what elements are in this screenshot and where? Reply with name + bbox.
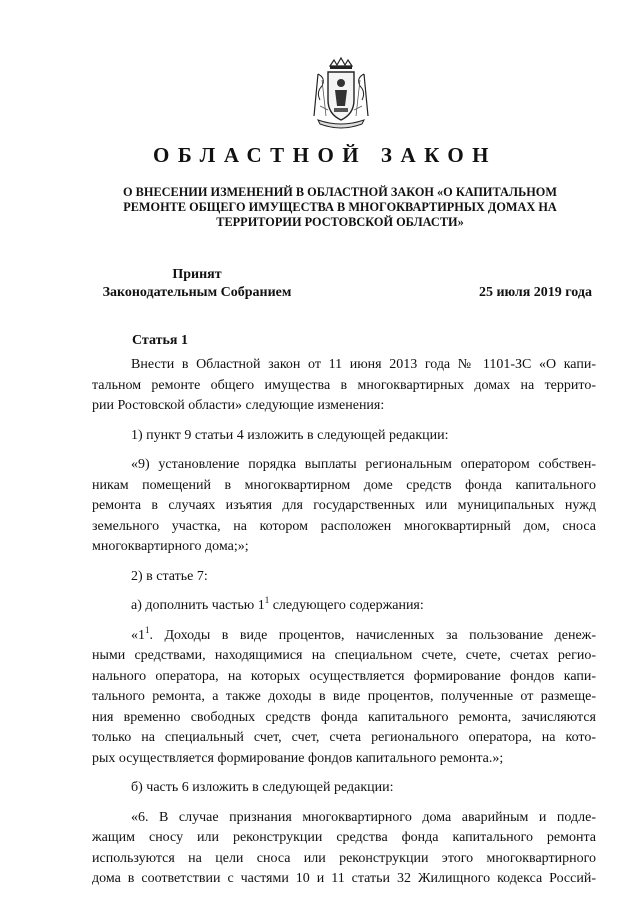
text-line: ния временно свободных средств фонда капитального ремонта, зачисляются <box>92 709 596 725</box>
paragraph-item-1 <box>92 426 596 447</box>
text-segment: следующего содержания: <box>269 598 424 613</box>
law-subtitle <box>90 185 590 230</box>
text-segment: . Доходы в виде процентов, начисленных за пользование денеж- <box>149 627 596 643</box>
law-title: ОБЛАСТНОЙ ЗАКОН <box>152 143 497 167</box>
paragraph-quote-6 <box>92 808 596 890</box>
text-line <box>92 596 596 617</box>
text-line: жащим сносу или реконструкции средства фонда капитального ремонта <box>92 830 596 845</box>
article-body <box>92 355 596 899</box>
text-line: 2) в статье 7: <box>131 568 208 584</box>
adoption-date: 25 июля 2019 года <box>478 285 592 300</box>
text-line: «6. В случае признания многоквартирного дома аварийным и подле- <box>131 809 596 825</box>
paragraph-item-b <box>92 778 596 799</box>
text-line: рии Ростовской области» следующие изменения: <box>92 398 385 413</box>
text-segment: «1 <box>131 627 145 643</box>
text-line: многоквартирного дома;»; <box>92 539 249 554</box>
text-line: нального оператора, на которых осуществляется формирование фондов капи- <box>92 668 596 684</box>
text-line: рых осуществляется формирование фондов капитального ремонта.»; <box>92 750 504 766</box>
text-line: земельного участка, на котором расположен многоквартирный дом, сноса <box>92 518 596 534</box>
paragraph-item-a <box>92 596 596 617</box>
text-line: тальном ремонте общего имущества в многоквартирных домах на террито- <box>92 377 596 393</box>
adopted-by-block <box>92 266 302 302</box>
text-line: тального ремонта, а также доходы в виде процентов, полученные от размеще- <box>92 689 596 704</box>
text-line: используются на цели сноса или реконструкции этого многоквартирного <box>92 850 596 866</box>
superscript: 1 <box>264 595 270 605</box>
text-line: «9) установление порядка выплаты региональным оператором собствен- <box>131 457 596 472</box>
text-line: никам помещений в многоквартирном доме средств фонда капитального <box>92 477 596 493</box>
text-line: только на специальный счет, счет, счета регионального оператора, на кото- <box>92 730 596 745</box>
subtitle-line: РЕМОНТЕ ОБЩЕГО ИМУЩЕСТВА В МНОГОКВАРТИРНЫХ ДОМАХ НА <box>123 200 557 214</box>
text-line: 1) пункт 9 статьи 4 изложить в следующей редакции: <box>131 427 449 443</box>
adopted-body: Законодательным Собранием <box>102 285 292 300</box>
text-line: ными средствами, находящимися на специальном счете, счете, счетах регио- <box>92 648 596 663</box>
adopted-label: Принят <box>172 267 222 282</box>
text-line: дома в соответствии с частями 10 и 11 статьи 32 Жилищного кодекса Россий- <box>92 871 596 886</box>
text-line: б) часть 6 изложить в следующей редакции: <box>131 780 394 795</box>
coat-of-arms-icon <box>304 56 378 130</box>
paragraph-quote-1-1 <box>92 626 596 770</box>
text-segment: а) дополнить частью 1 <box>131 598 265 613</box>
article-heading: Статья 1 <box>132 333 188 348</box>
paragraph-item-2 <box>92 567 596 588</box>
superscript: 1 <box>145 624 150 635</box>
paragraph-intro <box>92 355 596 417</box>
subtitle-line: О ВНЕСЕНИИ ИЗМЕНЕНИЙ В ОБЛАСТНОЙ ЗАКОН «О КАПИТАЛЬНОМ <box>123 185 557 199</box>
text-line <box>92 626 596 647</box>
text-line: ремонта в случаях изъятия для государственных или муниципальных нужд <box>92 498 596 513</box>
subtitle-line: ТЕРРИТОРИИ РОСТОВСКОЙ ОБЛАСТИ» <box>216 215 464 229</box>
text-line: Внести в Областной закон от 11 июня 2013 года № 1101-ЗС «О капи- <box>131 357 596 372</box>
paragraph-quote-9 <box>92 455 596 558</box>
